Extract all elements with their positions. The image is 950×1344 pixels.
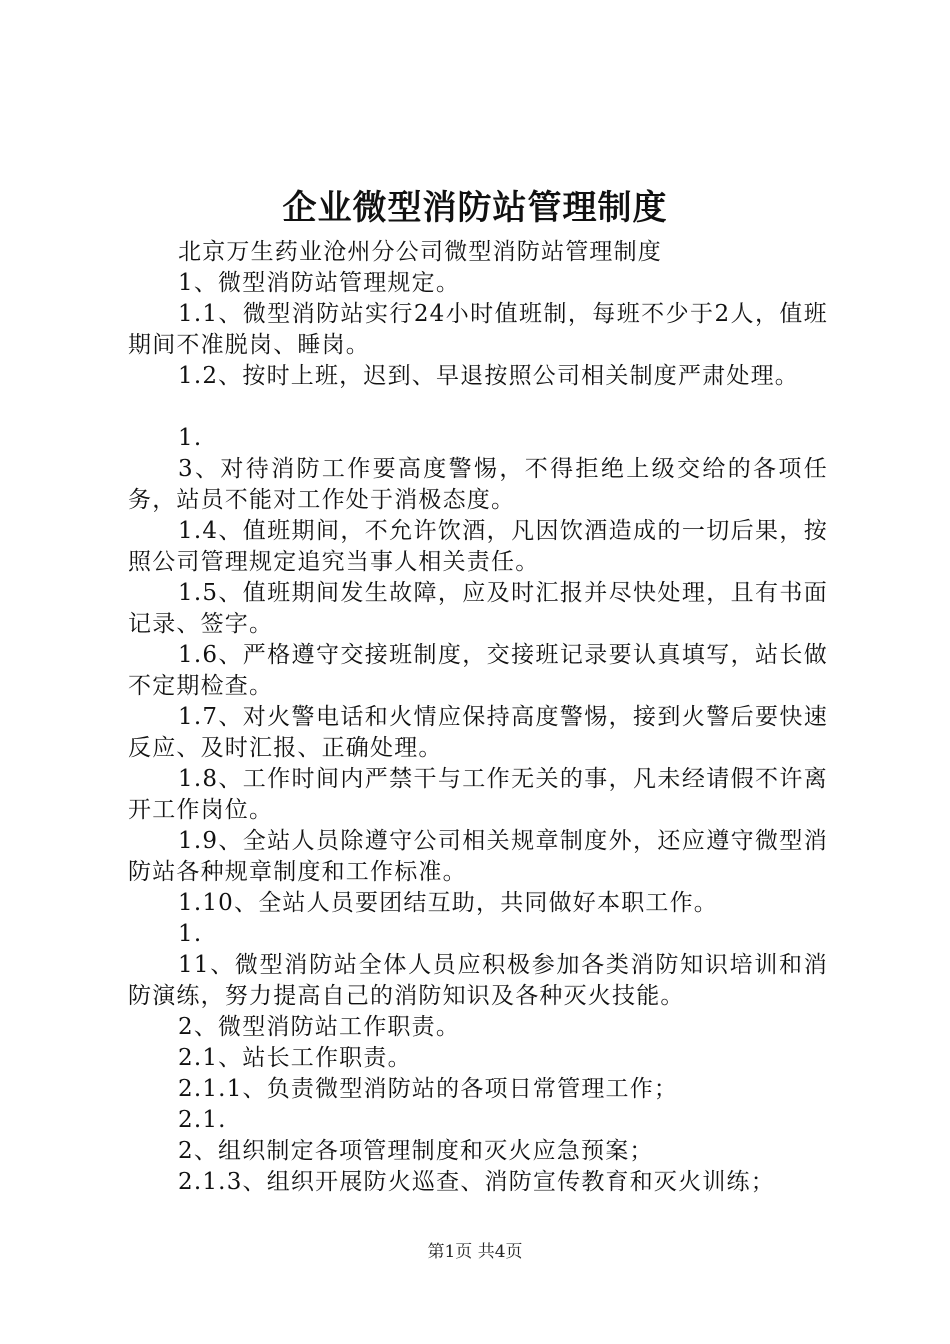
paragraph: 1.10、全站人员要团结互助，共同做好本职工作。 [178, 890, 719, 916]
paragraph: 1.4、值班期间，不允许饮酒，凡因饮酒造成的一切后果，按照公司管理规定追究当事人相关责任。 [128, 518, 828, 575]
paragraph: 2.1. [178, 1107, 227, 1133]
paragraph: 1.1、微型消防站实行24小时值班制，每班不少于2人，值班期间不准脱岗、睡岗。 [128, 301, 828, 358]
paragraph: 1.6、严格遵守交接班制度，交接班记录要认真填写，站长做不定期检查。 [128, 642, 828, 699]
paragraph: 1.9、全站人员除遵守公司相关规章制度外，还应遵守微型消防站各种规章制度和工作标准。 [128, 828, 828, 885]
paragraph: 1.5、值班期间发生故障，应及时汇报并尽快处理，且有书面记录、签字。 [128, 580, 828, 637]
paragraph: 2.1.3、组织开展防火巡查、消防宣传教育和灭火训练； [178, 1169, 775, 1195]
paragraph: 2、微型消防站工作职责。 [178, 1014, 461, 1040]
paragraph: 1. [178, 921, 203, 947]
paragraph: 1. [178, 425, 203, 451]
document-body [128, 237, 828, 1198]
paragraph: 2.1、站长工作职责。 [178, 1045, 412, 1071]
page-footer: 第1页 共4页 [427, 1242, 523, 1262]
paragraph: 1.2、按时上班，迟到、早退按照公司相关制度严肃处理。 [178, 363, 799, 389]
paragraph: 1.7、对火警电话和火情应保持高度警惕，接到火警后要快速反应、及时汇报、正确处理。 [128, 704, 828, 761]
paragraph: 2.1.1、负责微型消防站的各项日常管理工作； [178, 1076, 679, 1102]
paragraph-subtitle: 北京万生药业沧州分公司微型消防站管理制度 [178, 239, 662, 265]
paragraph: 11、微型消防站全体人员应积极参加各类消防知识培训和消防演练，努力提高自己的消防知识及各种灭火技能。 [128, 952, 828, 1009]
paragraph: 2、组织制定各项管理制度和灭火应急预案； [178, 1138, 654, 1164]
document-title: 企业微型消防站管理制度 [282, 188, 668, 228]
paragraph: 1.8、工作时间内严禁干与工作无关的事，凡未经请假不许离开工作岗位。 [128, 766, 828, 823]
paragraph: 1、微型消防站管理规定。 [178, 270, 461, 296]
paragraph: 3、对待消防工作要高度警惕，不得拒绝上级交给的各项任务，站员不能对工作处于消极态度。 [128, 456, 828, 513]
